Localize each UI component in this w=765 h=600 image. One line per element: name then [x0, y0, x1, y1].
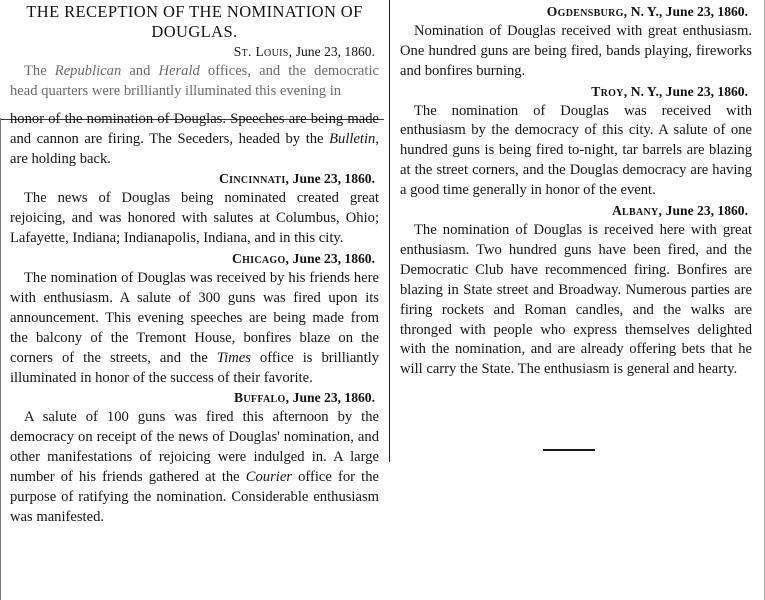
dispatch-troy-body: The nomination of Douglas was received with enthusiasm by the democracy of this city. A salute of one hundred guns is being fired to-night, tar barrels are blazing at the street corners, and the Douglas democracy are having a good time generally in honor of the event. — [400, 102, 752, 199]
right-column — [400, 0, 752, 380]
dispatch-cincinnati-body: The news of Douglas being nominated created great rejoicing, and was honored with salutes at Columbus, Ohio; Lafayette, Indiana; Indianapolis, Indiana, and in this city. — [10, 190, 379, 247]
dateline-place: St. Louis, — [233, 44, 293, 59]
dispatch-chicago-body: The nomination of Douglas was received by his friends here with enthusiasm. A salute of 300 guns was fired upon its announcement. This evening speeches are being made from the balcony of the Tremont House, bonfires blaze on the corners of the streets, and the Times office is brilliantly illuminated in honor of the success of their favorite. — [10, 269, 379, 386]
dateline-buffalo — [10, 388, 379, 408]
dateline-date: June 23, 1860. — [292, 390, 375, 406]
dateline-date: June 23, 1860. — [295, 44, 375, 59]
dateline-place: Buffalo, — [234, 390, 290, 406]
dateline-date: N. Y., June 23, 1860. — [630, 4, 748, 19]
dateline-place: Albany, — [611, 203, 663, 219]
dateline-ogdensburg — [400, 2, 752, 22]
dateline-st-louis — [10, 42, 379, 62]
dateline-cincinnati — [10, 169, 379, 189]
dateline-albany — [400, 201, 752, 221]
column-divider — [389, 0, 390, 462]
dispatch-st-louis-continued: honor of the nomination of Douglas. Speeches are being made and cannon are firing. The Seceders, headed by the Bulletin, are holding back. — [10, 110, 379, 167]
dateline-troy — [400, 82, 752, 102]
end-of-article-rule — [543, 449, 595, 451]
dateline-date: June 23, 1860. — [665, 203, 748, 219]
dateline-date: June 23, 1860. — [292, 171, 375, 187]
dateline-chicago — [10, 249, 379, 269]
dispatch-st-louis-body: The Republican and Herald offices, and the democratic head quarters were brilliantly illuminated this evening in — [10, 62, 379, 99]
left-column — [10, 0, 379, 528]
clipping-left-edge — [0, 118, 1, 600]
headline — [10, 2, 379, 42]
dateline-date: June 23, 1860. — [292, 251, 375, 267]
dispatch-ogdensburg-body: Nomination of Douglas received with great enthusiasm. One hundred guns are being fired, bands playing, fireworks and bonfires burning. — [400, 22, 752, 79]
headline-line-1: THE RECEPTION OF THE NOMINATION OF — [26, 2, 363, 21]
dateline-place: Troy, — [591, 83, 628, 99]
dateline-date: N. Y., June 23, 1860. — [630, 83, 748, 99]
headline-line-2: DOUGLAS. — [151, 22, 238, 41]
dateline-place: Cincinnati, — [219, 171, 290, 187]
dateline-place: Chicago, — [231, 251, 290, 267]
dispatch-albany-body: The nomination of Douglas is received here with great enthusiasm. Two hundred guns have been fired, and the Democratic Club have recommenced firing. Bonfires are blazing in State street and Broadway. Numerous parties are firing rockets and Roman candles, and the walks are thronged with people who express themselves delighted with the nomination, and are already offering bets that he will carry the State. The enthusiasm is general and hearty. — [400, 221, 752, 378]
dispatch-buffalo-body: A salute of 100 guns was fired this afternoon by the democracy on receipt of the news of Douglas' nomination, and other manifestations of rejoicing were indulged in. A large number of his friends gathered at the Courier office for the purpose of ratifying the nomination. Considerable enthusiasm was manifested. — [10, 409, 379, 525]
dateline-place: Ogdensburg, — [546, 4, 628, 19]
